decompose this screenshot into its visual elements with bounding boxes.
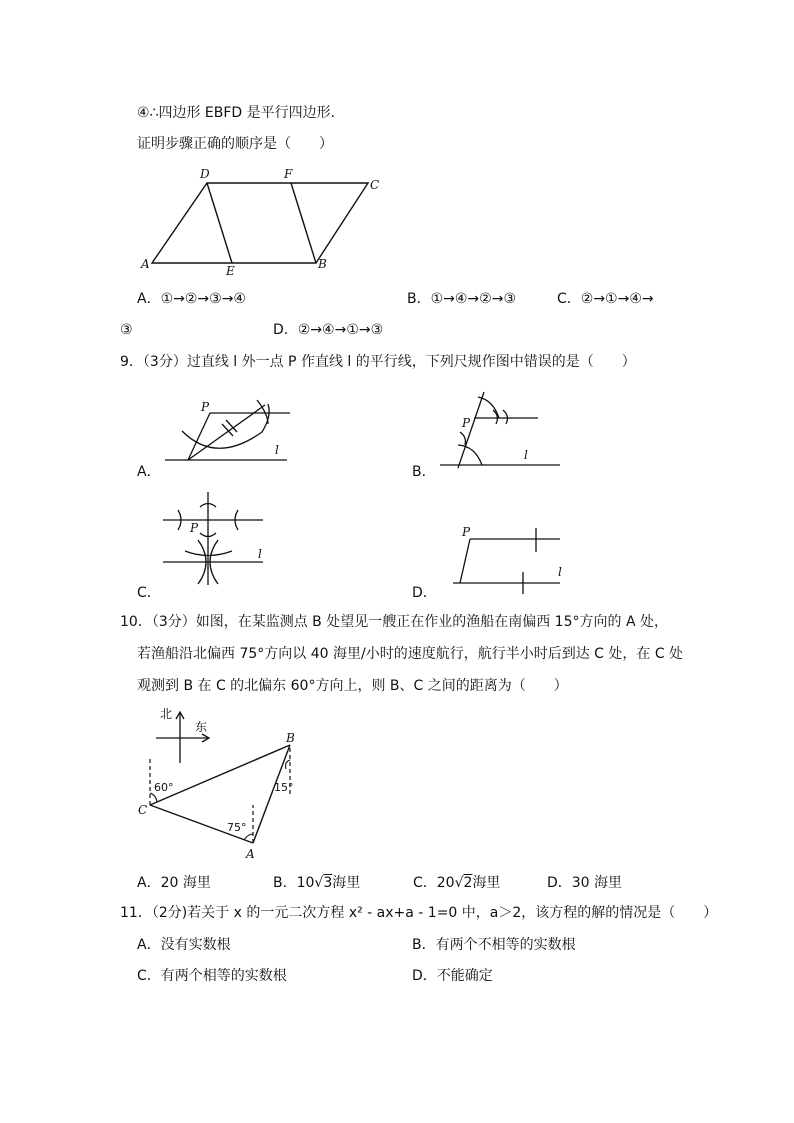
q8-option-a: A．①→②→③→④ (137, 291, 246, 307)
vertex-c-label: C (370, 178, 380, 192)
q9-option-c: C． (137, 585, 161, 601)
q10-option-b-coef: B．10 (273, 875, 315, 891)
q11-stem: 11．（2分)若关于 x 的一元二次方程 x² - ax+a - 1=0 中，a＞2，该方程的解的情况是（ ） (120, 905, 718, 921)
q10-option-c-radicand: 2 (463, 875, 473, 891)
q11-option-b: B．有两个不相等的实数根 (412, 937, 576, 953)
q9-d-line-l: l (558, 565, 562, 579)
q10-option-c: C．20√2海里 (413, 875, 501, 891)
vertex-d-label: D (200, 167, 210, 181)
q9-c-line-l: l (258, 547, 262, 561)
q8-option-c: C．②→①→④→ (557, 291, 654, 307)
q10-option-b-radicand: 3 (323, 875, 333, 891)
q10-option-d: D．30 海里 (547, 875, 623, 891)
q11-option-d: D．不能确定 (412, 968, 493, 984)
q10-option-c-unit: 海里 (472, 875, 501, 891)
q9-a-line-l: l (275, 443, 279, 457)
q8-option-c-cont: ③ (120, 322, 133, 338)
q9-d-point-p: P (462, 525, 471, 539)
compass-north-label: 北 (160, 707, 173, 721)
q10-option-a: A．20 海里 (137, 875, 211, 891)
q9-c-point-p: P (190, 521, 199, 535)
q10-vertex-b-label: B (286, 731, 295, 745)
q10-vertex-c-label: C (138, 803, 148, 817)
q10-line3: 观测到 B 在 C 的北偏东 60°方向上，则 B、C 之间的距离为（ ） (137, 678, 568, 694)
q8-option-b: B．①→④→②→③ (407, 291, 516, 307)
q8-option-d: D．②→④→①→③ (273, 322, 384, 338)
q9-b-point-p: P (462, 416, 471, 430)
q9-option-a: A． (137, 464, 161, 480)
q10-angle-b-label: 15° (274, 781, 294, 794)
q9-b-line-l: l (524, 448, 528, 462)
compass-east-label: 东 (195, 720, 208, 734)
q10-option-c-coef: C．20 (413, 875, 455, 891)
q9-a-point-p: P (201, 400, 210, 414)
q10-vertex-a-label: A (246, 847, 255, 861)
q10-option-b: B．10√3海里 (273, 875, 361, 891)
q9-option-d: D． (412, 585, 437, 601)
q9-option-b: B． (412, 464, 436, 480)
vertex-f-label: F (284, 167, 293, 181)
triangle-abc (150, 745, 290, 843)
q9-stem: 9．（3分）过直线 l 外一点 P 作直线 l 的平行线，下列尺规作图中错误的是（ ） (120, 354, 636, 370)
q8-prompt: 证明步骤正确的顺序是（ ） (137, 136, 333, 152)
q8-step4: ④∴四边形 EBFD 是平行四边形． (137, 105, 345, 121)
q10-line2: 若渔船沿北偏西 75°方向以 40 海里/小时的速度航行，航行半小时后到达 C 处，在 C 处 (137, 646, 684, 662)
q10-line1: 10．（3分）如图，在某监测点 B 处望见一艘正在作业的渔船在南偏西 15°方向的 A 处， (120, 614, 668, 630)
q11-option-c: C．有两个相等的实数根 (137, 968, 287, 984)
vertex-e-label: E (226, 264, 235, 278)
q10-option-b-unit: 海里 (332, 875, 361, 891)
q11-option-a: A．没有实数根 (137, 937, 231, 953)
vertex-a-label: A (141, 257, 150, 271)
q10-angle-c-label: 60° (154, 781, 174, 794)
q10-angle-a-label: 75° (227, 821, 247, 834)
vertex-b-label: B (318, 257, 327, 271)
